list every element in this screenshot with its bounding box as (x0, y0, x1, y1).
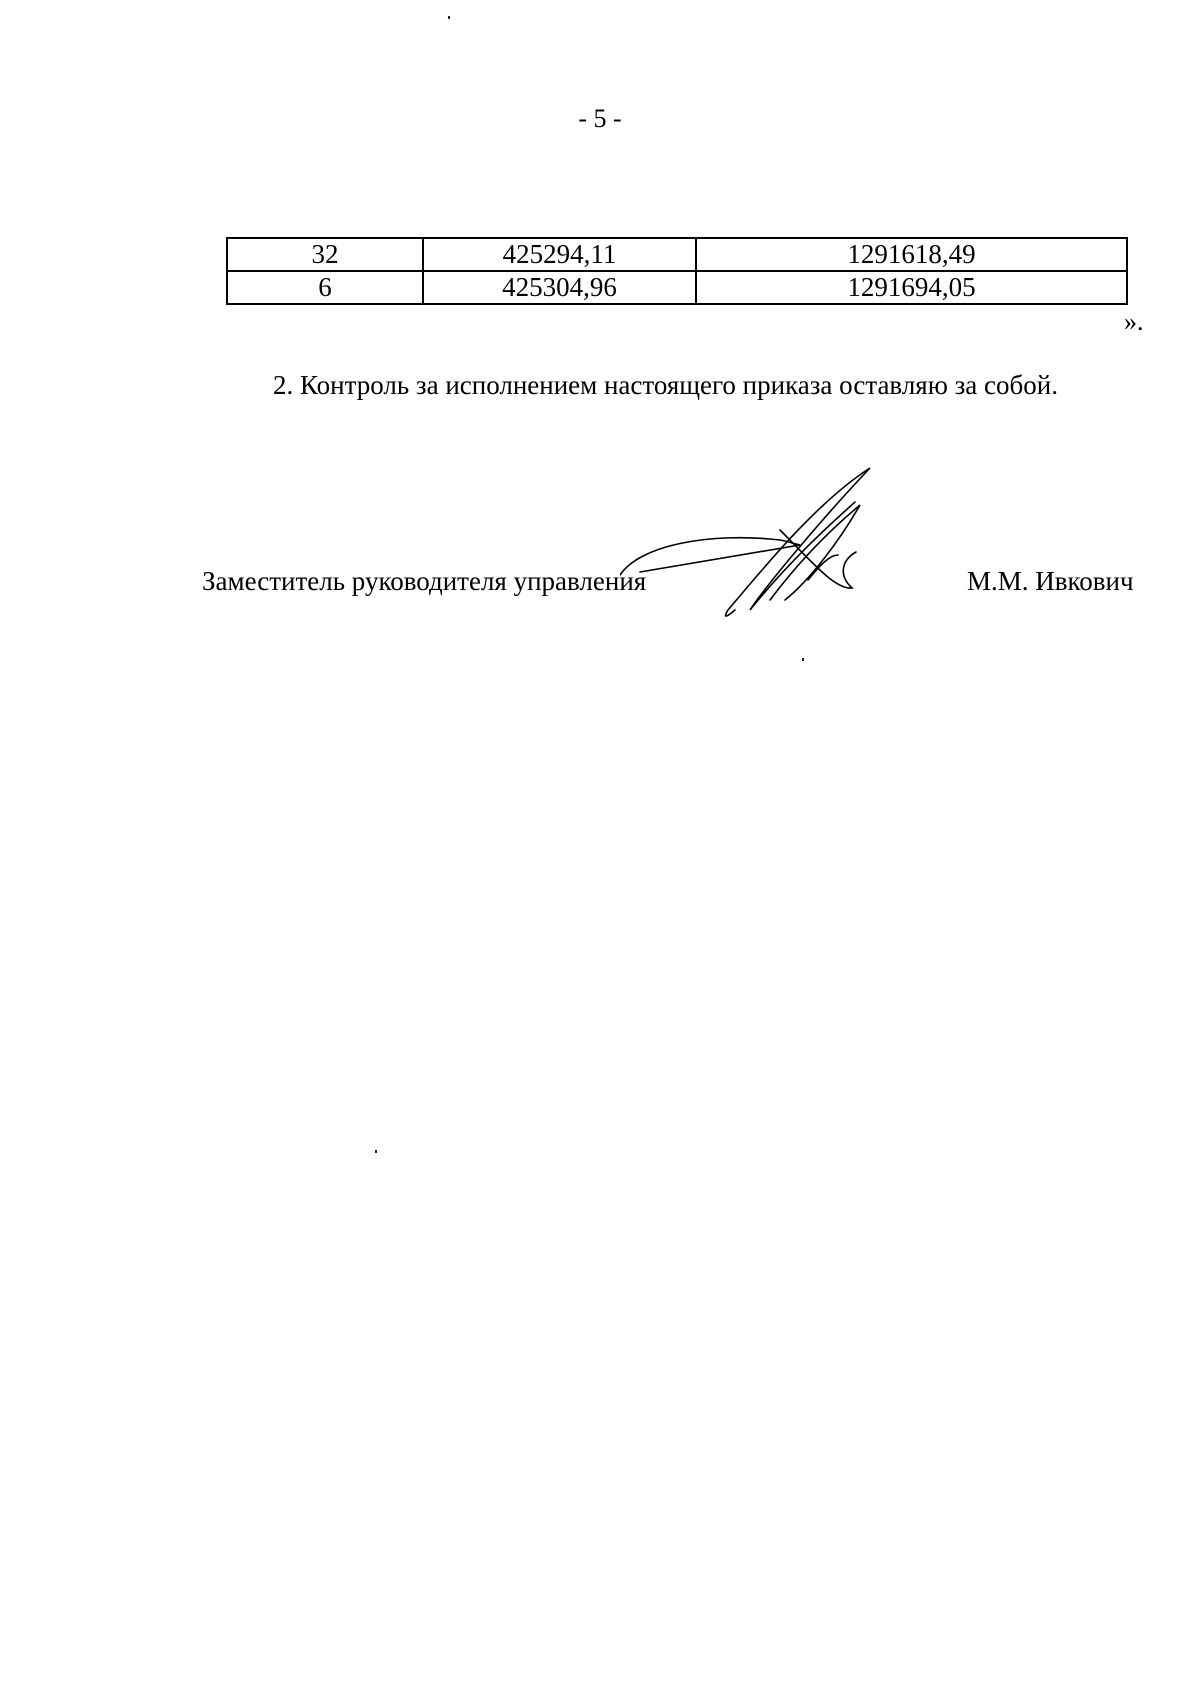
table-row (227, 271, 1127, 304)
handwritten-signature (620, 460, 960, 630)
paragraph-2: 2. Контроль за исполнением настоящего приказа оставляю за собой. (273, 370, 1058, 400)
signatory-position: Заместитель руководителя управления (202, 566, 647, 596)
signatory-name: М.М. Ивкович (967, 566, 1134, 596)
scan-speck (448, 16, 450, 19)
closing-quote: ». (1124, 307, 1144, 336)
table-cell-point: 6 (227, 271, 423, 304)
table-cell-point: 32 (227, 238, 423, 271)
scan-speck (375, 1150, 377, 1153)
table-row (227, 238, 1127, 271)
scan-speck (802, 658, 804, 661)
table-cell-x: 425304,96 (423, 271, 696, 304)
table-cell-y: 1291618,49 (696, 238, 1127, 271)
coordinates-table (226, 237, 1128, 305)
table-cell-x: 425294,11 (423, 238, 696, 271)
page-number: - 5 - (578, 104, 622, 133)
table-cell-y: 1291694,05 (696, 271, 1127, 304)
